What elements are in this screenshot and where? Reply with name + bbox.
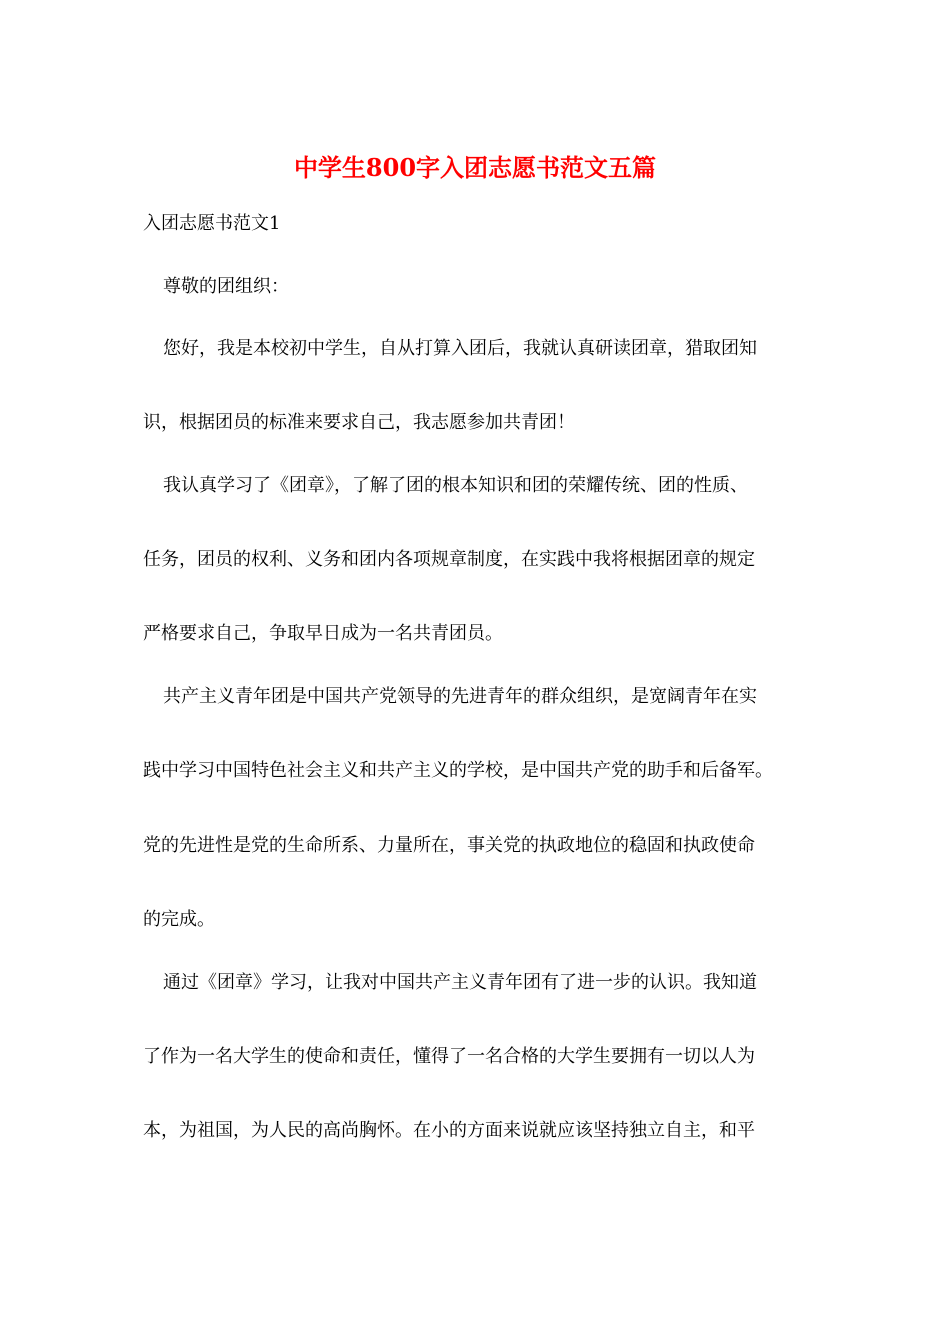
paragraph-line: 任务，团员的权利、义务和团内各项规章制度，在实践中我将根据团章的规定 bbox=[143, 549, 755, 570]
section-heading-text: 入团志愿书范文 bbox=[143, 213, 269, 234]
paragraph-line: 党的先进性是党的生命所系、力量所在，事关党的执政地位的稳固和执政使命 bbox=[143, 835, 755, 856]
document-title: 中学生800字入团志愿书范文五篇 bbox=[293, 153, 657, 182]
paragraph-line: 了作为一名大学生的使命和责任，懂得了一名合格的大学生要拥有一切以人为 bbox=[143, 1046, 755, 1067]
paragraph-line: 我认真学习了《团章》，了解了团的根本知识和团的荣耀传统、团的性质、 bbox=[163, 475, 748, 496]
paragraph-line: 识，根据团员的标准来要求自己，我志愿参加共青团！ bbox=[143, 412, 575, 433]
salutation: 尊敬的团组织： bbox=[163, 276, 289, 297]
paragraph-line: 的完成。 bbox=[143, 909, 215, 930]
paragraph-line: 共产主义青年团是中国共产党领导的先进青年的群众组织，是宽阔青年在实 bbox=[163, 686, 757, 707]
section-heading bbox=[143, 209, 280, 239]
paragraph-line: 本，为祖国，为人民的高尚胸怀。在小的方面来说就应该坚持独立自主，和平 bbox=[143, 1120, 755, 1141]
paragraph-line: 践中学习中国特色社会主义和共产主义的学校，是中国共产党的助手和后备军。 bbox=[143, 760, 773, 781]
section-number: 1 bbox=[269, 213, 281, 234]
paragraph-line: 严格要求自己，争取早日成为一名共青团员。 bbox=[143, 623, 503, 644]
paragraph-line: 通过《团章》学习，让我对中国共产主义青年团有了进一步的认识。我知道 bbox=[163, 972, 757, 993]
paragraph-line: 您好，我是本校初中学生，自从打算入团后，我就认真研读团章，猎取团知 bbox=[163, 338, 757, 359]
